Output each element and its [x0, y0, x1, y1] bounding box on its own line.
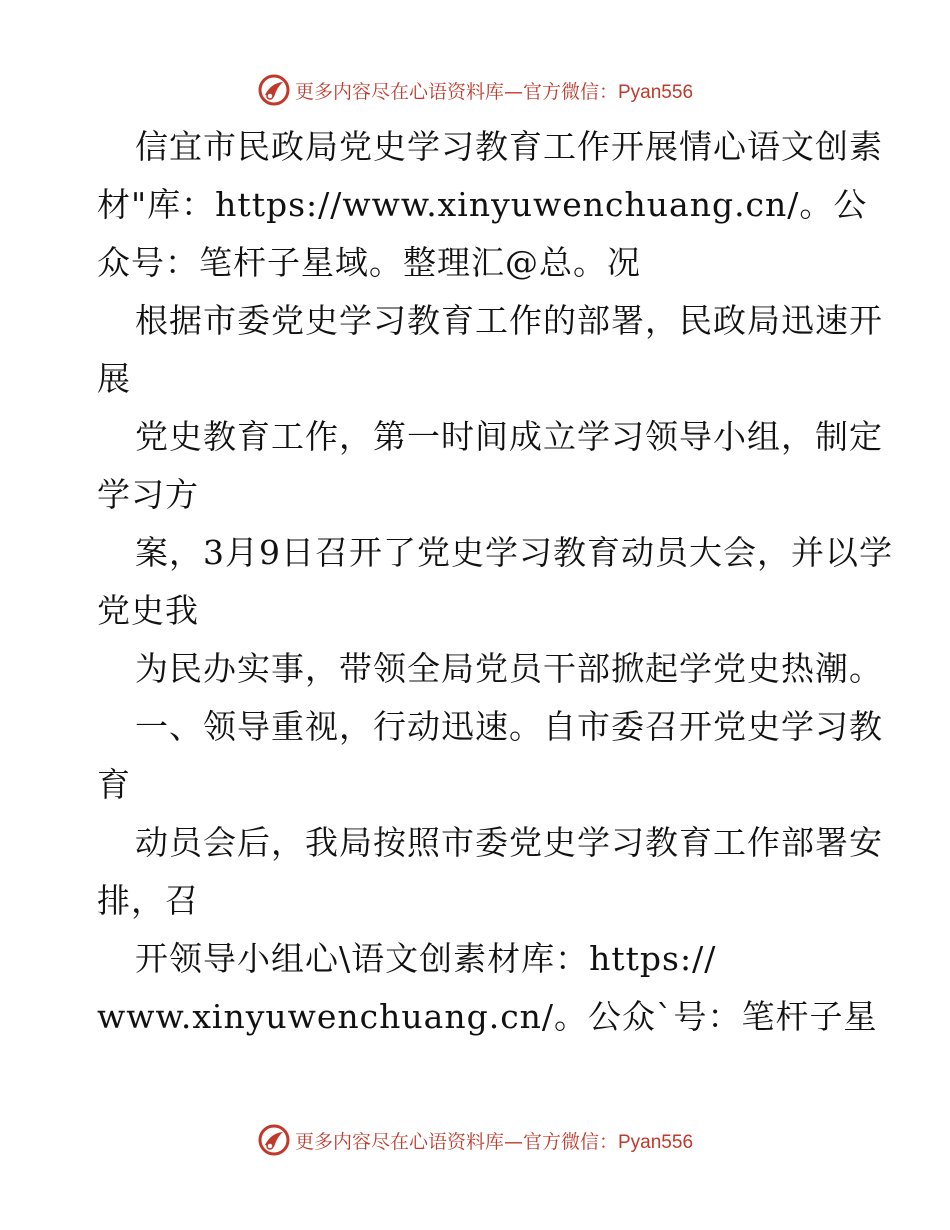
header-banner-text — [295, 77, 693, 104]
logo-icon — [257, 73, 291, 107]
paragraph: 一、领导重视，行动迅速。自市委召开党史学习教育 — [97, 707, 883, 804]
paragraph: 开领导小组心\语文创素材库：https:// — [135, 939, 717, 978]
logo-icon — [257, 1123, 291, 1157]
paragraph: 信宜市民政局党史学习教育工作开展情心语文创素材"库：https://www.xinyuwenchuang.cn/。公众号：笔杆子星域。整理汇@总。况 — [97, 127, 883, 282]
paragraph: 为民办实事，带领全局党员干部掀起学党史热潮。 — [135, 649, 883, 688]
footer-banner — [0, 1120, 950, 1160]
header-wechat-id: Pyan556 — [618, 81, 694, 103]
header-banner — [0, 70, 950, 110]
paragraph: 动员会后，我局按照市委党史学习教育工作部署安排，召 — [97, 823, 883, 920]
paragraph: 根据市委党史学习教育工作的部署，民政局迅速开展 — [97, 301, 883, 398]
paragraph: 党史教育工作，第一时间成立学习领导小组，制定学习方 — [97, 417, 883, 514]
footer-banner-text — [295, 1127, 693, 1154]
paragraph: www.xinyuwenchuang.cn/。公众`号：笔杆子星 — [97, 997, 878, 1036]
footer-banner-label: 更多内容尽在心语资料库—官方微信： — [294, 1130, 618, 1153]
paragraph: 案，3月9日召开了党史学习教育动员大会，并以学党史我 — [97, 533, 893, 630]
document-body — [97, 118, 897, 1046]
footer-wechat-id: Pyan556 — [618, 1131, 694, 1153]
header-banner-label: 更多内容尽在心语资料库—官方微信： — [294, 80, 618, 103]
